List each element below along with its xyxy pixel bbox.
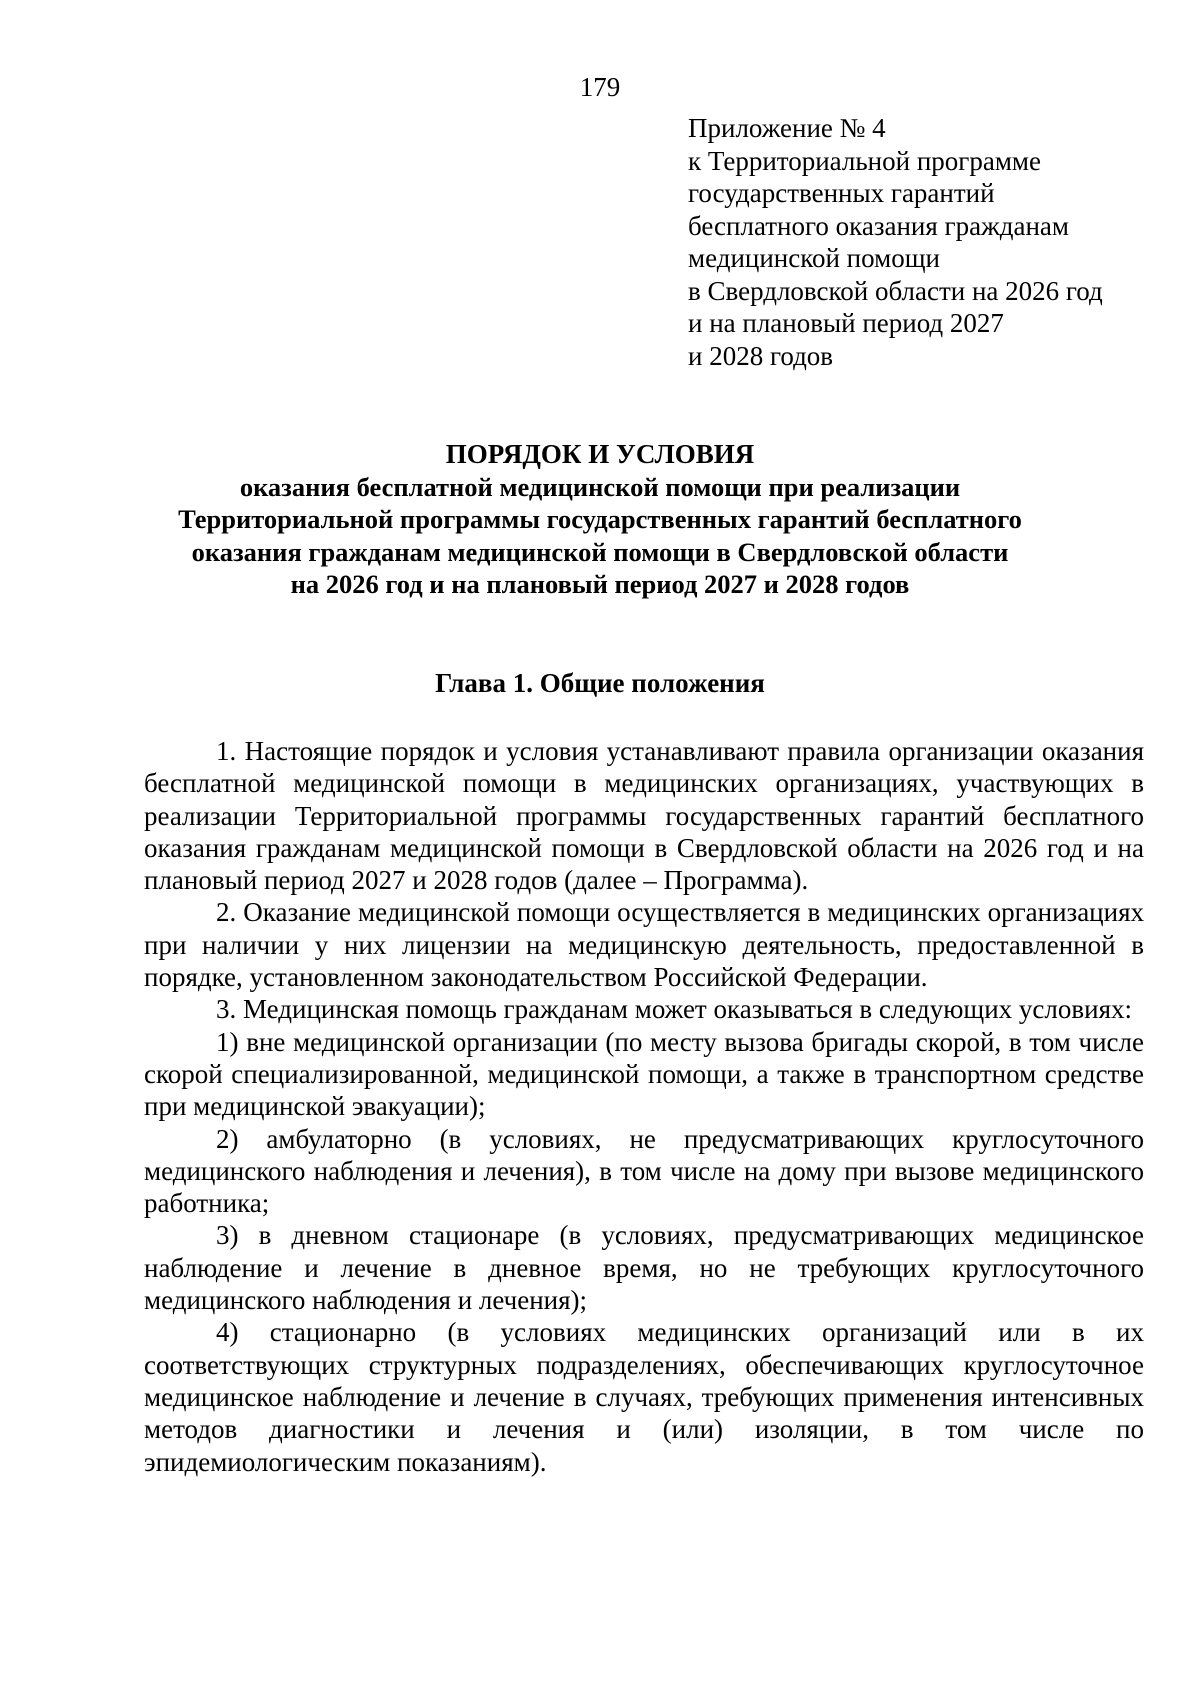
appendix-line: бесплатного оказания гражданам <box>688 210 1069 241</box>
title-main: ПОРЯДОК И УСЛОВИЯ <box>445 439 755 469</box>
appendix-line: Приложение № 4 <box>688 113 886 143</box>
paragraph: 2) амбулаторно (в условиях, не предусматривающих круглосуточного медицинского наблюдения и лечения), в том числе на дому при вызове медицинского работника; <box>144 1123 1144 1219</box>
paragraph: 3. Медицинская помощь гражданам может оказываться в следующих условиях: <box>216 994 1132 1025</box>
paragraph: 3) в дневном стационаре (в условиях, предусматривающих медицинское наблюдение и лечение в дневное время, но не требующих круглосуточного медицинского наблюдения и лечения); <box>144 1220 1144 1316</box>
title-line: Территориальной программы государственных гарантий бесплатного <box>178 504 1022 534</box>
appendix-line: и на плановый период 2027 <box>688 308 1004 338</box>
body-text <box>144 735 1144 1478</box>
appendix-line: в Свердловской области на 2026 год <box>688 275 1103 306</box>
appendix-line: и 2028 годов <box>688 340 834 371</box>
appendix-line: медицинской помощи <box>688 243 940 273</box>
appendix-line: к Территориальной программе <box>688 145 1041 176</box>
paragraph: 1. Настоящие порядок и условия устанавливают правила организации оказания бесплатной медицинской помощи в медицинских организациях, участвующих в реализации Территориальной программы государственных гарантий бесплатного оказания гражданам медицинской помощи в Свердловской области на 2026 год и на плановый период 2027 и 2028 годов (далее – Программа). <box>144 736 1144 896</box>
title-line: оказания бесплатной медицинской помощи при реализации <box>239 471 961 502</box>
paragraph: 1) вне медицинской организации (по месту вызова бригады скорой, в том числе скорой специализированной, медицинской помощи, а также в транспортном средстве при медицинской эвакуации); <box>144 1026 1144 1122</box>
title-line: на 2026 год и на плановый период 2027 и 2028 годов <box>290 569 910 599</box>
paragraph: 4) стационарно (в условиях медицинских организаций или в их соответствующих структурных подразделениях, обеспечивающих круглосуточное медицинское наблюдение и лечение в случаях, требующих применения интенсивных методов диагностики и лечения и (или) изоляции, в том числе по эпидемиологическим показаниям). <box>144 1317 1144 1477</box>
title-line: оказания гражданам медицинской помощи в Свердловской области <box>191 536 1009 567</box>
appendix-line: государственных гарантий <box>688 178 995 208</box>
page-number: 179 <box>579 72 621 102</box>
paragraph: 2. Оказание медицинской помощи осуществляется в медицинских организациях при наличии у них лицензии на медицинскую деятельность, предоставленной в порядке, установленном законодательством Российской Федерации. <box>144 897 1144 993</box>
appendix-reference <box>688 112 1168 372</box>
chapter-heading: Глава 1. Общие положения <box>435 668 765 698</box>
document-title <box>130 438 1070 601</box>
